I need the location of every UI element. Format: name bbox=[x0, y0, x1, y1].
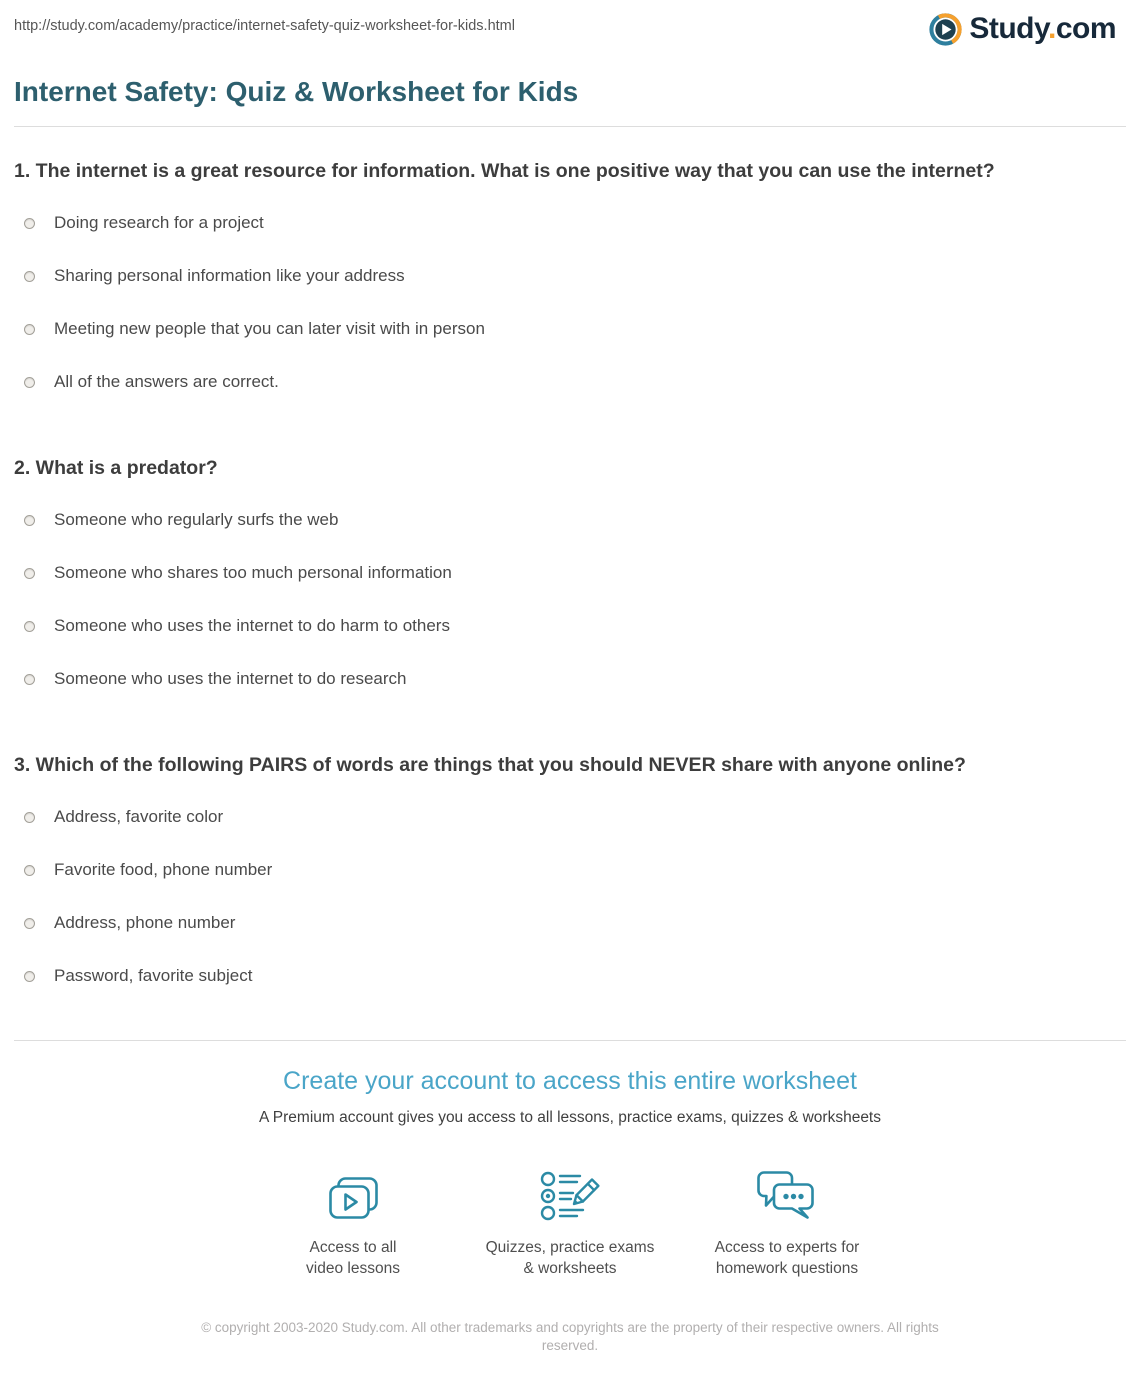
answer-label: Favorite food, phone number bbox=[54, 860, 273, 879]
radio-button[interactable] bbox=[24, 377, 35, 388]
answer-label: Address, favorite color bbox=[54, 807, 224, 826]
quiz-questions bbox=[0, 127, 1140, 1018]
answer-option[interactable] bbox=[14, 669, 1126, 689]
logo-wordmark: Study.com bbox=[969, 12, 1116, 45]
radio-button[interactable] bbox=[24, 515, 35, 526]
answer-label: Someone who uses the internet to do research bbox=[54, 669, 407, 688]
answer-option[interactable] bbox=[14, 966, 1126, 986]
question-text: 2. What is a predator? bbox=[14, 457, 218, 479]
radio-button[interactable] bbox=[24, 621, 35, 632]
feature-row bbox=[14, 1167, 1126, 1279]
answer-option[interactable] bbox=[14, 807, 1126, 827]
copyright-notice: © copyright 2003-2020 Study.com. All other trademarks and copyrights are the property of their respective owners. All rights reserved. bbox=[201, 1320, 939, 1353]
cta-heading[interactable]: Create your account to access this entire worksheet bbox=[283, 1067, 857, 1095]
studycom-logo[interactable] bbox=[929, 12, 1116, 46]
page-url: http://study.com/academy/practice/internet-safety-quiz-worksheet-for-kids.html bbox=[14, 18, 515, 34]
quiz-worksheet-icon bbox=[462, 1167, 679, 1225]
question-block-3 bbox=[14, 721, 1126, 1018]
answer-label: Sharing personal information like your address bbox=[54, 266, 405, 285]
radio-button[interactable] bbox=[24, 865, 35, 876]
answer-label: Meeting new people that you can later visit with in person bbox=[54, 319, 485, 338]
answer-option[interactable] bbox=[14, 510, 1126, 530]
radio-button[interactable] bbox=[24, 971, 35, 982]
answer-label: All of the answers are correct. bbox=[54, 372, 279, 391]
radio-button[interactable] bbox=[24, 918, 35, 929]
video-lessons-icon bbox=[245, 1167, 462, 1225]
feature-homework-experts bbox=[679, 1167, 896, 1279]
question-block-2 bbox=[14, 424, 1126, 721]
radio-button[interactable] bbox=[24, 324, 35, 335]
feature-label: Quizzes, practice exams & worksheets bbox=[485, 1239, 655, 1277]
radio-button[interactable] bbox=[24, 568, 35, 579]
answer-label: Someone who regularly surfs the web bbox=[54, 510, 339, 529]
cta-section bbox=[14, 1040, 1126, 1279]
answer-option[interactable] bbox=[14, 563, 1126, 583]
feature-label: Access to all video lessons bbox=[306, 1239, 400, 1277]
answer-label: Password, favorite subject bbox=[54, 966, 253, 985]
answer-label: Address, phone number bbox=[54, 913, 236, 932]
question-block-1 bbox=[14, 127, 1126, 424]
answer-option[interactable] bbox=[14, 319, 1126, 339]
page-header bbox=[0, 0, 1140, 54]
chat-experts-icon bbox=[679, 1167, 896, 1225]
answer-label: Someone who uses the internet to do harm to others bbox=[54, 616, 450, 635]
feature-video-lessons bbox=[245, 1167, 462, 1279]
radio-button[interactable] bbox=[24, 812, 35, 823]
answer-label: Doing research for a project bbox=[54, 213, 264, 232]
radio-button[interactable] bbox=[24, 218, 35, 229]
radio-button[interactable] bbox=[24, 674, 35, 685]
answer-option[interactable] bbox=[14, 913, 1126, 933]
answer-option[interactable] bbox=[14, 616, 1126, 636]
answer-option[interactable] bbox=[14, 266, 1126, 286]
play-circle-icon bbox=[929, 13, 962, 46]
answer-option[interactable] bbox=[14, 372, 1126, 392]
cta-subheading: A Premium account gives you access to all lessons, practice exams, quizzes & worksheets bbox=[259, 1109, 881, 1126]
feature-label: Access to experts for homework questions bbox=[714, 1239, 860, 1277]
feature-quizzes-worksheets bbox=[462, 1167, 679, 1279]
answer-option[interactable] bbox=[14, 213, 1126, 233]
question-text: 3. Which of the following PAIRS of words are things that you should NEVER share with anyone online? bbox=[14, 754, 966, 776]
radio-button[interactable] bbox=[24, 271, 35, 282]
answer-label: Someone who shares too much personal information bbox=[54, 563, 452, 582]
answer-option[interactable] bbox=[14, 860, 1126, 880]
page-title: Internet Safety: Quiz & Worksheet for Kids bbox=[14, 76, 579, 107]
question-text: 1. The internet is a great resource for information. What is one positive way that you can use the internet? bbox=[14, 160, 995, 182]
